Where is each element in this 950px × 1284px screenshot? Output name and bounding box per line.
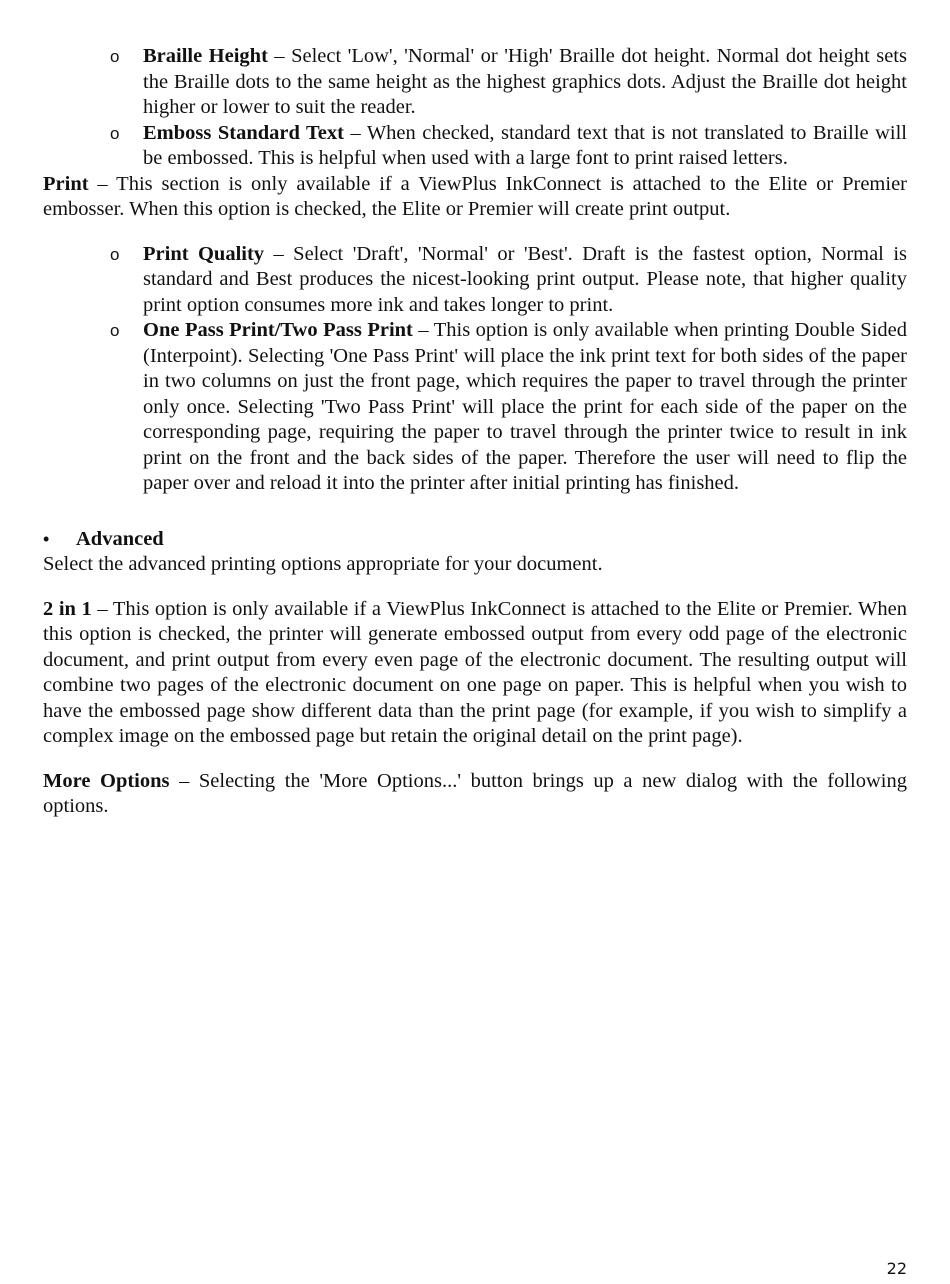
- two-in-one-description: – This option is only available if a ViewPlus InkConnect is attached to the Elite or Premier. When this option is checked, the printer will generate embossed output from every odd page of the electronic document, and print output from every even page of the electronic document. The resulting output will combine two pages of the electronic document on one page on paper. This is helpful when you wish to have the embossed page show different data than the print page (for example, if you wish to simplify a complex image on the embossed page but retain the original detail on the print page).: [43, 597, 907, 747]
- print-quality-description: – Select 'Draft', 'Normal' or 'Best'. Draft is the fastest option, Normal is standard and Best produces the nicest-looking print output. Please note, that higher quality print option consumes more ink and takes longer to print.: [143, 242, 907, 316]
- page-number: 22: [886, 1259, 907, 1278]
- advanced-heading: Advanced: [76, 527, 164, 550]
- braille-height-item: [43, 44, 907, 121]
- print-paragraph: [43, 172, 907, 223]
- one-pass-two-pass-description: – This option is only available when printing Double Sided (Interpoint). Selecting 'One Pass Print' will place the ink print text for both sides of the paper in two columns on just the front page, which requires the paper to travel through the printer only once. Selecting 'Two Pass Print' will place the print for each side of the paper on the corresponding page, requiring the paper to travel through the printer twice to result in ink print on the front and the back sides of the paper. Therefore the user will need to flip the paper over and reload it into the printer after initial printing has finished.: [143, 319, 907, 494]
- more-options-paragraph: [43, 769, 907, 820]
- one-pass-two-pass-term: One Pass Print/Two Pass Print: [143, 319, 413, 341]
- more-options-term: More Options: [43, 769, 170, 792]
- list-marker: o: [110, 244, 120, 264]
- print-description: – This section is only available if a ViewPlus InkConnect is attached to the Elite or Premier embosser. When this option is checked, the Elite or Premier will create print output.: [43, 172, 907, 220]
- emboss-standard-text-term: Emboss Standard Text: [143, 121, 344, 144]
- two-in-one-paragraph: [43, 597, 907, 750]
- emboss-standard-text-item: [43, 121, 907, 172]
- advanced-intro: Select the advanced printing options appropriate for your document.: [43, 553, 603, 575]
- print-quality-term: Print Quality: [143, 242, 265, 265]
- print-term: Print: [43, 172, 89, 195]
- two-in-one-term: 2 in 1: [43, 597, 92, 620]
- more-options-description: – Selecting the 'More Options...' button brings up a new dialog with the following options.: [43, 769, 907, 817]
- one-pass-two-pass-item: [43, 318, 907, 497]
- bullet-marker: •: [43, 528, 50, 549]
- document-page: [43, 44, 907, 820]
- emboss-standard-text-description: – When checked, standard text that is not translated to Braille will be embossed. This is helpful when used with a large font to print raised letters.: [143, 121, 907, 169]
- list-marker: o: [110, 123, 120, 143]
- list-marker: o: [110, 321, 120, 340]
- braille-height-description: – Select 'Low', 'Normal' or 'High' Braille dot height. Normal dot height sets the Braille dots to the same height as the highest graphics dots. Adjust the Braille dot height higher or lower to suit the reader.: [143, 45, 907, 118]
- list-marker: o: [110, 47, 120, 66]
- print-quality-item: [43, 242, 907, 319]
- advanced-heading-item: [43, 527, 907, 553]
- braille-height-term: Braille Height: [143, 45, 268, 67]
